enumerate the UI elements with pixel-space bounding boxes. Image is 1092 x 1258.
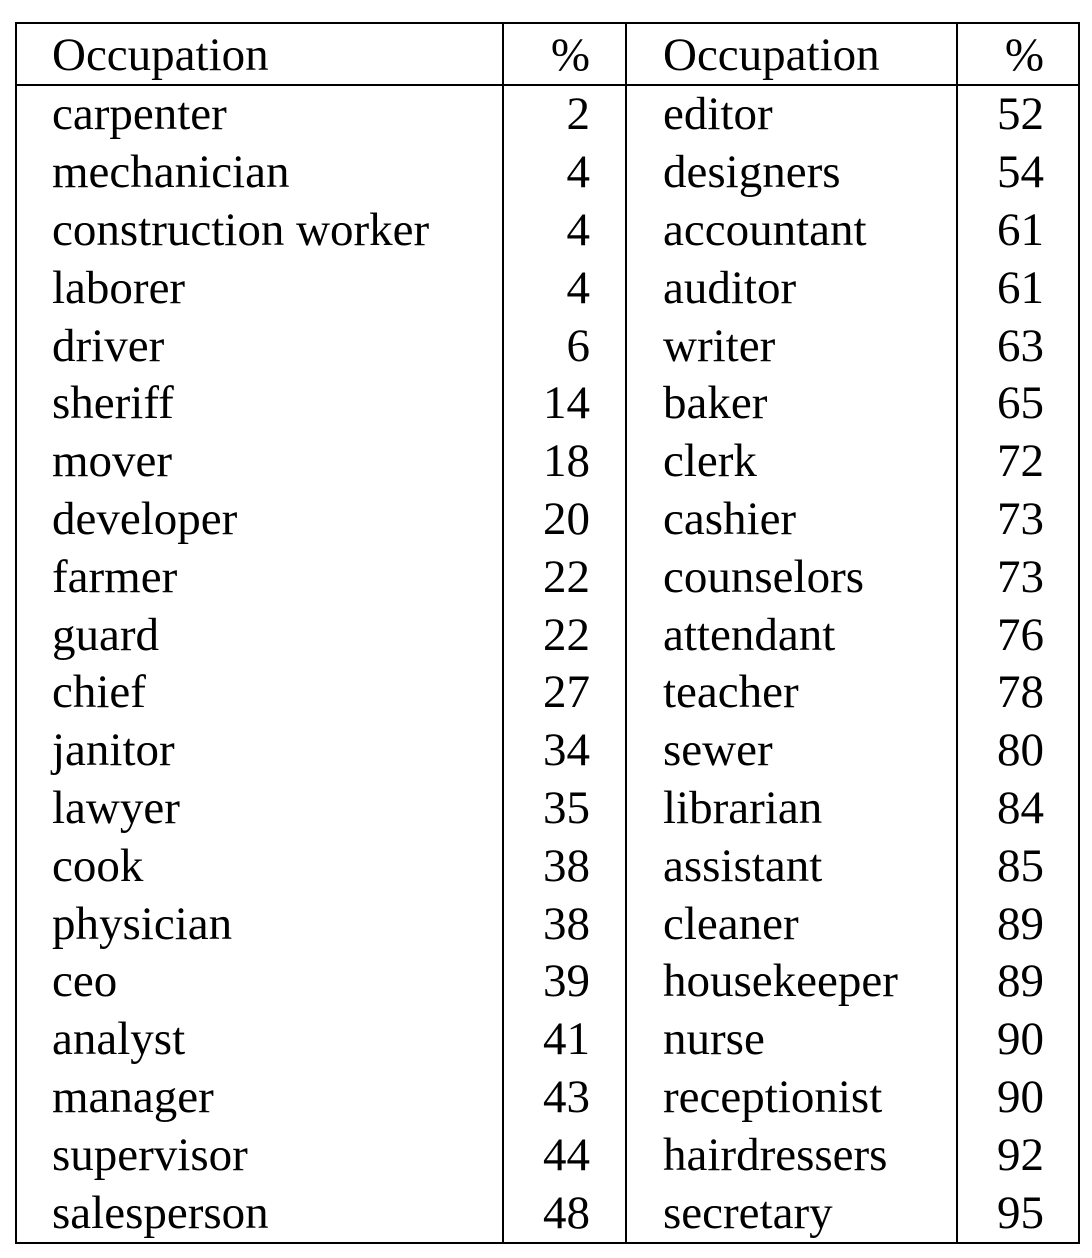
cell-percent-right: 72: [957, 433, 1079, 491]
cell-percent-right: 80: [957, 722, 1079, 780]
cell-percent-right: 90: [957, 1069, 1079, 1127]
cell-occupation-right: writer: [626, 317, 957, 375]
table-row: [16, 722, 1079, 780]
occupation-percentage-table: [15, 22, 1080, 1244]
table-row: [16, 1011, 1079, 1069]
cell-occupation-left: cook: [16, 837, 503, 895]
cell-occupation-right: editor: [626, 85, 957, 144]
cell-occupation-left: physician: [16, 895, 503, 953]
cell-percent-right: 61: [957, 259, 1079, 317]
cell-occupation-right: secretary: [626, 1184, 957, 1243]
cell-occupation-right: baker: [626, 375, 957, 433]
cell-occupation-left: laborer: [16, 259, 503, 317]
cell-occupation-right: teacher: [626, 664, 957, 722]
header-percent-right: %: [957, 23, 1079, 85]
cell-occupation-left: construction worker: [16, 202, 503, 260]
cell-occupation-right: hairdressers: [626, 1126, 957, 1184]
cell-occupation-right: attendant: [626, 606, 957, 664]
table-row: [16, 202, 1079, 260]
cell-occupation-left: analyst: [16, 1011, 503, 1069]
cell-percent-left: 18: [503, 433, 626, 491]
cell-occupation-left: guard: [16, 606, 503, 664]
table-body: [16, 85, 1079, 1243]
cell-occupation-left: mover: [16, 433, 503, 491]
cell-percent-left: 44: [503, 1126, 626, 1184]
cell-occupation-left: chief: [16, 664, 503, 722]
cell-percent-left: 43: [503, 1069, 626, 1127]
table-row: [16, 780, 1079, 838]
cell-percent-right: 84: [957, 780, 1079, 838]
cell-percent-left: 22: [503, 548, 626, 606]
cell-percent-left: 48: [503, 1184, 626, 1243]
table-row: [16, 1184, 1079, 1243]
cell-occupation-right: librarian: [626, 780, 957, 838]
header-occupation-left: Occupation: [16, 23, 503, 85]
table-row: [16, 144, 1079, 202]
table-row: [16, 837, 1079, 895]
cell-occupation-left: janitor: [16, 722, 503, 780]
cell-percent-left: 6: [503, 317, 626, 375]
cell-percent-right: 61: [957, 202, 1079, 260]
cell-percent-right: 89: [957, 953, 1079, 1011]
cell-occupation-right: receptionist: [626, 1069, 957, 1127]
cell-percent-right: 85: [957, 837, 1079, 895]
cell-percent-right: 65: [957, 375, 1079, 433]
cell-occupation-left: salesperson: [16, 1184, 503, 1243]
cell-percent-left: 39: [503, 953, 626, 1011]
cell-occupation-right: auditor: [626, 259, 957, 317]
cell-percent-left: 2: [503, 85, 626, 144]
cell-percent-left: 4: [503, 144, 626, 202]
cell-percent-right: 95: [957, 1184, 1079, 1243]
cell-occupation-right: counselors: [626, 548, 957, 606]
table-row: [16, 606, 1079, 664]
table-row: [16, 491, 1079, 549]
cell-occupation-left: sheriff: [16, 375, 503, 433]
cell-percent-left: 22: [503, 606, 626, 664]
cell-occupation-left: mechanician: [16, 144, 503, 202]
table-row: [16, 433, 1079, 491]
header-row: [16, 23, 1079, 85]
cell-percent-right: 73: [957, 548, 1079, 606]
cell-percent-left: 4: [503, 259, 626, 317]
cell-occupation-right: accountant: [626, 202, 957, 260]
header-occupation-right: Occupation: [626, 23, 957, 85]
cell-percent-left: 38: [503, 837, 626, 895]
cell-percent-right: 73: [957, 491, 1079, 549]
cell-percent-right: 76: [957, 606, 1079, 664]
table-row: [16, 1069, 1079, 1127]
cell-occupation-left: farmer: [16, 548, 503, 606]
table-row: [16, 375, 1079, 433]
cell-percent-right: 52: [957, 85, 1079, 144]
table-row: [16, 317, 1079, 375]
cell-percent-left: 27: [503, 664, 626, 722]
cell-occupation-right: clerk: [626, 433, 957, 491]
cell-percent-left: 41: [503, 1011, 626, 1069]
table-row: [16, 85, 1079, 144]
cell-percent-right: 90: [957, 1011, 1079, 1069]
table-row: [16, 548, 1079, 606]
cell-percent-left: 20: [503, 491, 626, 549]
table-row: [16, 895, 1079, 953]
cell-occupation-left: manager: [16, 1069, 503, 1127]
table-row: [16, 259, 1079, 317]
cell-occupation-left: supervisor: [16, 1126, 503, 1184]
cell-occupation-right: housekeeper: [626, 953, 957, 1011]
table-row: [16, 664, 1079, 722]
cell-occupation-right: sewer: [626, 722, 957, 780]
cell-percent-right: 92: [957, 1126, 1079, 1184]
cell-percent-left: 14: [503, 375, 626, 433]
cell-percent-right: 63: [957, 317, 1079, 375]
cell-percent-right: 78: [957, 664, 1079, 722]
table-row: [16, 953, 1079, 1011]
cell-percent-right: 54: [957, 144, 1079, 202]
cell-occupation-right: cashier: [626, 491, 957, 549]
cell-occupation-left: carpenter: [16, 85, 503, 144]
table-row: [16, 1126, 1079, 1184]
cell-occupation-right: assistant: [626, 837, 957, 895]
header-percent-left: %: [503, 23, 626, 85]
cell-percent-left: 35: [503, 780, 626, 838]
cell-percent-left: 38: [503, 895, 626, 953]
cell-percent-left: 4: [503, 202, 626, 260]
cell-occupation-right: nurse: [626, 1011, 957, 1069]
cell-occupation-right: designers: [626, 144, 957, 202]
cell-percent-right: 89: [957, 895, 1079, 953]
cell-percent-left: 34: [503, 722, 626, 780]
cell-occupation-left: ceo: [16, 953, 503, 1011]
cell-occupation-left: developer: [16, 491, 503, 549]
cell-occupation-left: driver: [16, 317, 503, 375]
cell-occupation-left: lawyer: [16, 780, 503, 838]
cell-occupation-right: cleaner: [626, 895, 957, 953]
